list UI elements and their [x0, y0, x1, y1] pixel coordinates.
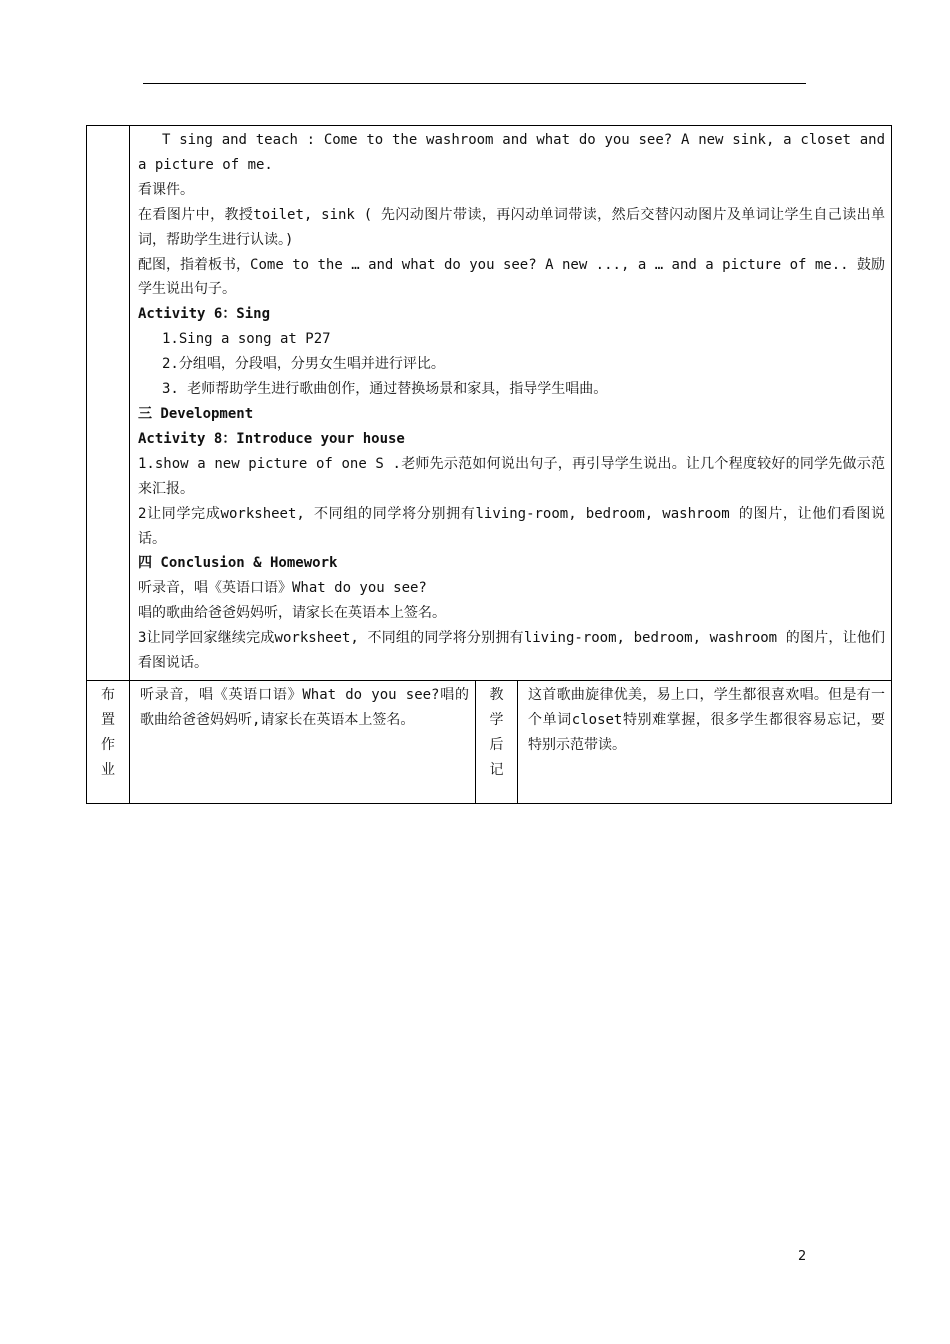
homework-label-char: 业	[101, 761, 115, 778]
introduce-step-1: 1.show a new picture of one S .老师先示范如何说出句子，再引导学生说出。让几个程度较好的同学先做示范来汇报。	[138, 455, 886, 497]
activity-8-heading: Activity 8：Introduce your house	[138, 430, 405, 447]
conclusion-line-1: 听录音，唱《英语口语》What do you see?	[138, 580, 427, 597]
homework-row	[87, 680, 892, 803]
teach-words-line: 在看图片中，教授toilet, sink ( 先闪动图片带读，再闪动单词带读，然后交替闪动图片及单词让学生自己读出单词，帮助学生进行认读。)	[138, 206, 886, 248]
sing-step-1: 1.Sing a song at P27	[162, 331, 331, 348]
homework-label-char: 布	[101, 686, 115, 703]
reflection-label	[476, 680, 518, 803]
sing-step-2: 2.分组唱，分段唱，分男女生唱并进行评比。	[162, 356, 445, 373]
homework-label-char: 置	[101, 711, 115, 728]
conclusion-heading: 四 Conclusion & Homework	[138, 555, 338, 572]
reflection-label-char: 教	[489, 686, 504, 703]
header-rule	[143, 83, 806, 84]
conclusion-line-3: 3让同学回家继续完成worksheet, 不同组的同学将分别拥有living-room, bedroom, washroom 的图片，让他们看图说话。	[138, 630, 886, 672]
activities-label-cell	[87, 126, 130, 681]
homework-text: 听录音，唱《英语口语》What do you see?唱的歌曲给爸爸妈妈听,请家长在英语本上签名。	[130, 680, 476, 803]
reflection-label-char: 记	[489, 761, 504, 778]
sing-step-3: 3. 老师帮助学生进行歌曲创作，通过替换场景和家具，指导学生唱曲。	[162, 381, 608, 398]
introduce-step-2: 2让同学完成worksheet, 不同组的同学将分别拥有living-room, bedroom, washroom 的图片，让他们看图说话。	[138, 505, 886, 547]
reflection-text: 这首歌曲旋律优美，易上口，学生都很喜欢唱。但是有一个单词closet特别难掌握，很多学生都很容易忘记，要特别示范带读。	[518, 680, 892, 803]
activities-content-cell	[130, 126, 892, 681]
page-number: 2	[798, 1249, 807, 1264]
lesson-plan-table	[86, 125, 892, 804]
reflection-label-char: 学	[489, 711, 504, 728]
sentence-practice-line: 配图，指着板书，Come to the … and what do you see? A new ..., a … and a picture of me.. 鼓励学生说出句子。	[138, 256, 886, 298]
activity-6-heading: Activity 6：Sing	[138, 306, 271, 323]
reflection-label-char: 后	[489, 736, 504, 753]
conclusion-line-2: 唱的歌曲给爸爸妈妈听，请家长在英语本上签名。	[138, 605, 446, 622]
development-heading: 三 Development	[138, 405, 254, 422]
teach-song-line: T sing and teach : Come to the washroom and what do you see? A new sink, a closet and a picture of me.	[138, 132, 886, 173]
homework-label-char: 作	[101, 736, 115, 753]
homework-label	[87, 680, 130, 803]
activities-row	[87, 126, 892, 681]
courseware-line: 看课件。	[138, 181, 194, 198]
